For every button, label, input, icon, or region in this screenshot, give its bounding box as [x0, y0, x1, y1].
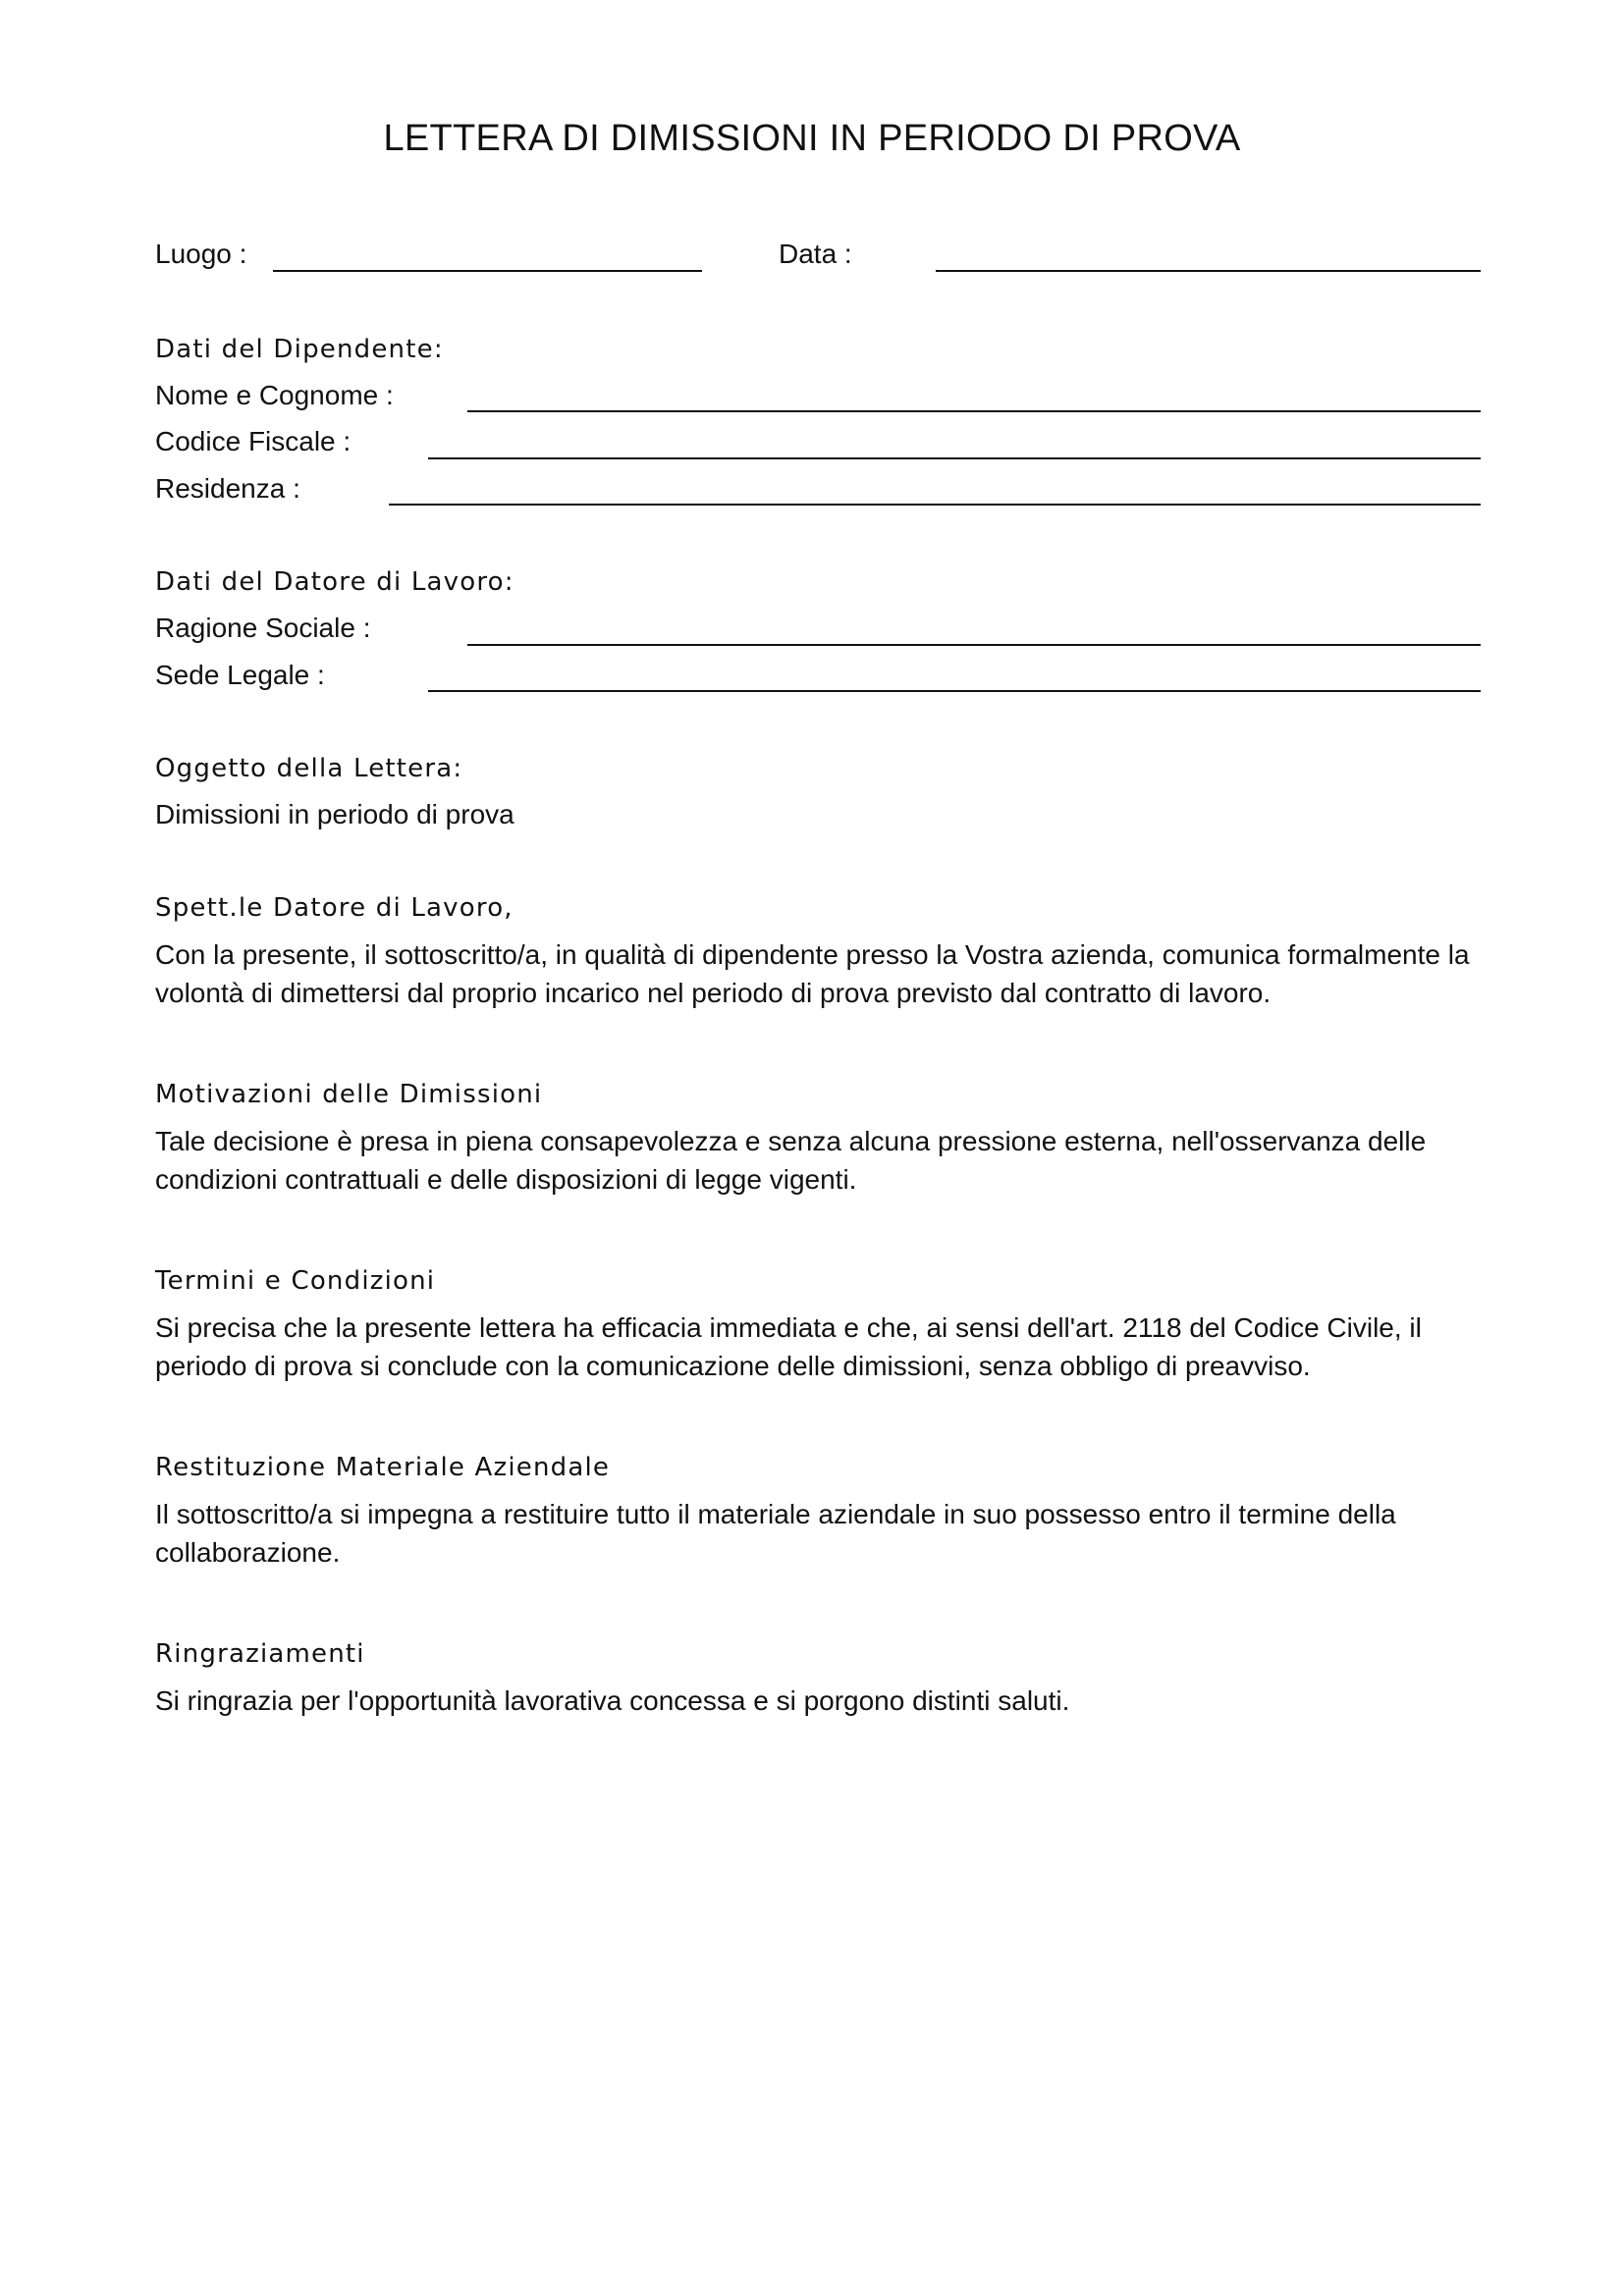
- tax-code-label: Codice Fiscale :: [155, 426, 352, 456]
- office-field[interactable]: [428, 690, 1481, 692]
- thanks-text: Si ringrazia per l'opportunità lavorativa concessa e si porgono distinti saluti.: [155, 1685, 1070, 1716]
- materials-heading: Restituzione Materiale Aziendale: [155, 1453, 611, 1482]
- place-field[interactable]: [273, 270, 702, 272]
- terms-text: Si precisa che la presente lettera ha efficacia immediata e che, ai sensi dell'art. 2118 del Codice Civile, il periodo di prova si conclude con la comunicazione delle dimissioni, senza obbligo di preavviso.: [155, 1312, 1422, 1381]
- tax-code-field[interactable]: [428, 457, 1481, 459]
- salutation-heading: Spett.le Datore di Lavoro,: [155, 893, 514, 923]
- residence-field[interactable]: [389, 504, 1481, 506]
- reasons-text: Tale decisione è presa in piena consapevolezza e senza alcuna pressione esterna, nell'osservanza delle condizioni contrattuali e delle disposizioni di legge vigenti.: [155, 1126, 1427, 1195]
- employer-heading: Dati del Datore di Lavoro:: [155, 567, 514, 597]
- residence-label: Residenza :: [155, 473, 300, 504]
- company-label: Ragione Sociale :: [155, 613, 371, 643]
- document-title: LETTERA DI DIMISSIONI IN PERIODO DI PROVA: [383, 118, 1241, 159]
- employee-heading: Dati del Dipendente:: [155, 335, 444, 364]
- name-field[interactable]: [467, 410, 1481, 412]
- date-field[interactable]: [936, 270, 1481, 272]
- office-label: Sede Legale :: [155, 660, 325, 690]
- thanks-heading: Ringraziamenti: [155, 1639, 365, 1669]
- place-label: Luogo :: [155, 239, 247, 269]
- subject-heading: Oggetto della Lettera:: [155, 754, 463, 783]
- salutation-text: Con la presente, il sottoscritto/a, in qualità di dipendente presso la Vostra azienda, comunica formalmente la volontà di dimettersi dal proprio incarico nel periodo di prova previsto dal contratto di lavoro.: [155, 939, 1470, 1008]
- name-label: Nome e Cognome :: [155, 380, 394, 410]
- date-label: Data :: [779, 239, 852, 269]
- materials-text: Il sottoscritto/a si impegna a restituire tutto il materiale aziendale in suo possesso entro il termine della collaborazione.: [155, 1499, 1396, 1568]
- terms-heading: Termini e Condizioni: [155, 1266, 436, 1296]
- company-field[interactable]: [467, 644, 1481, 646]
- subject-text: Dimissioni in periodo di prova: [155, 799, 514, 829]
- reasons-heading: Motivazioni delle Dimissioni: [155, 1080, 543, 1109]
